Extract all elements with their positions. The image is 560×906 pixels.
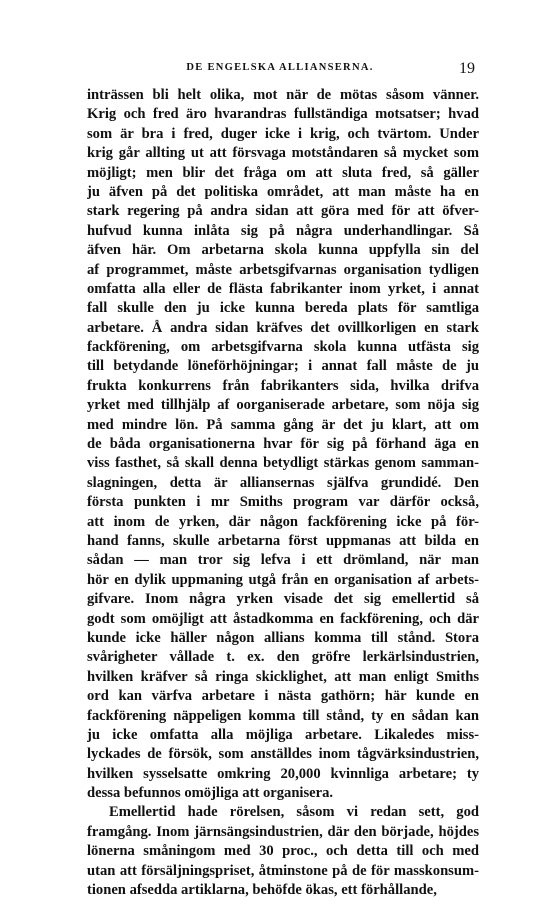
text-line: godt som omöjligt att åstadkomma en fackförening, och där — [87, 610, 479, 627]
text-line: första punkten i mr Smiths program var därför också, — [87, 494, 479, 511]
text-line: att inom de yrken, där någon fackförening icke på för- — [87, 513, 479, 530]
text-line: som är bra i fred, duger icke i krig, och tvärtom. Under — [87, 125, 479, 142]
text-line: yrket med tillhjälp af oorganiserade arbetare, som nöja sig — [87, 397, 479, 414]
body-text — [87, 86, 479, 900]
page-number: 19 — [459, 60, 475, 77]
text-line: utan att försäljningspriset, åtminstone på de för masskonsum- — [87, 862, 479, 879]
text-line: svårigheter vållade t. ex. den gröfre lerkärlsindustrien, — [87, 649, 479, 666]
text-line: hör en dylik uppmaning utgå från en organisation af arbets- — [87, 571, 479, 588]
text-line: framgång. Inom järnsängsindustrien, där den började, höjdes — [87, 823, 479, 840]
text-line: med mindre lön. På samma gång är det ju klart, att om — [87, 416, 479, 433]
text-line: frukta konkurrens från fabrikanters sida, hvilka drifva — [87, 377, 479, 394]
text-line: inträssen bli helt olika, mot när de mötas såsom vänner. — [87, 87, 479, 103]
text-line: Krig och fred äro hvarandras fullständiga motsatser; hvad — [87, 106, 479, 123]
text-line: fackförening näppeligen komma till stånd, ty en sådan kan — [87, 707, 479, 724]
text-line: ju icke omfatta alla möjliga arbetare. Likaledes miss- — [87, 726, 479, 743]
text-line: de båda organisationerna hvar för sig på förhand äga en — [87, 436, 479, 453]
text-line: hvilken sysselsatte omkring 20,000 kvinnliga arbetare; ty — [87, 765, 479, 782]
text-line: hand fanns, skulle arbetarna först uppmanas att bilda en — [87, 532, 479, 549]
paragraph-first-line: Emellertid hade rörelsen, såsom vi redan sett, god — [109, 804, 479, 821]
text-line: gifvare. Inom några yrken visade det sig emellertid så — [87, 591, 479, 608]
text-line: arbetare. Å andra sidan kräfves det ovillkorligen en stark — [87, 319, 479, 336]
text-line: viss fasthet, så skall denna betydligt stärkas genom samman- — [87, 455, 479, 472]
text-line: ju äfven på det politiska området, att man måste ha en — [87, 183, 479, 200]
text-line: af programmet, måste arbetsgifvarnas organisation tydligen — [87, 261, 479, 278]
text-line: till betydande löneförhöjningar; i annat fall måste de ju — [87, 358, 479, 375]
text-line: hufvud kunna inlåta sig på några underhandlingar. Så — [87, 222, 479, 239]
text-line: kunde icke häller någon allians komma till stånd. Stora — [87, 629, 479, 646]
text-line: lyckades de försök, som anställdes inom tågvärksindustrien, — [87, 746, 479, 763]
text-line: stark regering på andra sidan att göra med för att öfver- — [87, 203, 479, 220]
text-line: ord kan värfva arbetare i nästa gathörn; här kunde en — [87, 688, 479, 705]
text-line: fackförening, om arbetsgifvarna skola kunna utfästa sig — [87, 339, 479, 356]
text-line: tionen afsedda artiklarna, behöfde ökas, ett förhållande, — [87, 882, 437, 899]
text-line: äfven här. Om arbetarna skola kunna uppfylla sin del — [87, 242, 479, 259]
text-line: krig går allting ut att försvaga motståndaren så mycket som — [87, 145, 479, 162]
text-line: omfatta alla eller de flästa fabrikanter inom yrket, i annat — [87, 280, 479, 297]
text-line: hvilken kräfver så ringa skicklighet, att man enligt Smiths — [87, 668, 479, 685]
text-line: slagningen, detta är alliansernas själfva grundidé. Den — [87, 474, 479, 491]
text-line: dessa befunnos omöjliga att organisera. — [87, 785, 334, 802]
text-line: sådan — man tror sig lefva i ett drömland, när man — [87, 552, 479, 569]
text-line: lönerna småningom med 30 proc., och detta till och med — [87, 843, 479, 860]
running-head-title: DE ENGELSKA ALLIANSERNA. — [186, 62, 374, 73]
text-line: fall skulle den ju icke kunna bereda plats för samtliga — [87, 300, 479, 317]
text-line: möjligt; men blir det fråga om att sluta fred, så gäller — [87, 164, 479, 181]
running-head — [0, 60, 560, 80]
